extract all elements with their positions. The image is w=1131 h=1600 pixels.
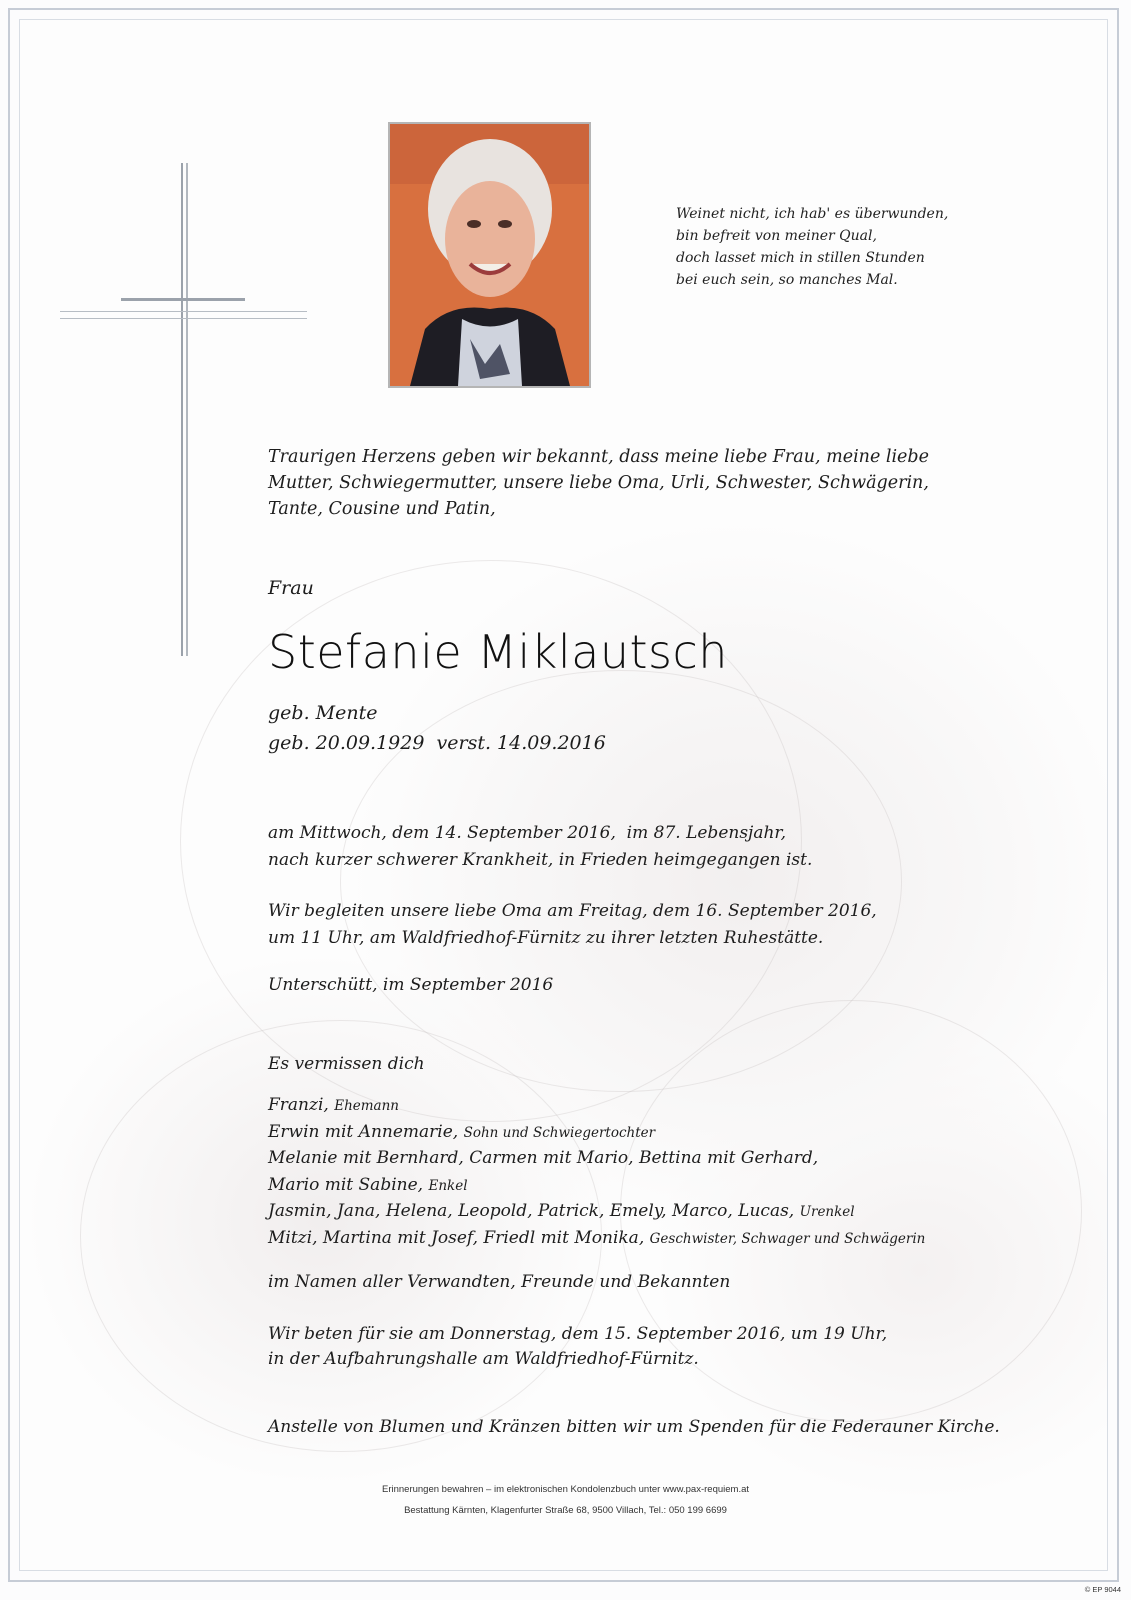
family-row (268, 1226, 1068, 1253)
intro-line: Traurigen Herzens geben wir bekannt, dass meine liebe Frau, meine liebe (268, 447, 929, 467)
family-names: Mitzi, Martina mit Josef, Friedl mit Monika, (268, 1227, 645, 1248)
portrait-photo (388, 122, 591, 388)
funeral-paragraph (268, 898, 1028, 952)
poem-line: bei euch sein, so manches Mal. (676, 272, 898, 288)
family-row (268, 1146, 1068, 1173)
family-row (268, 1093, 1068, 1120)
family-relation: Urenkel (799, 1204, 855, 1220)
family-names: Jasmin, Jana, Helena, Leopold, Patrick, Emely, Marco, Lucas, (268, 1201, 795, 1221)
footer-address: Bestattung Kärnten, Klagenfurter Straße 68, 9500 Villach, Tel.: 050 199 6699 (404, 1505, 727, 1516)
family-list (268, 1093, 1068, 1252)
family-names: Melanie mit Bernhard, Carmen mit Mario, Bettina mit Gerhard, (268, 1148, 819, 1168)
poem-line: bin befreit von meiner Qual, (676, 228, 877, 244)
document-code: © EP 9044 (1084, 1585, 1121, 1594)
intro-paragraph (268, 444, 1028, 522)
family-relation: Geschwister, Schwager und Schwägerin (649, 1230, 926, 1247)
birth-name: geb. Mente (268, 702, 378, 724)
family-relation: Sohn und Schwiegertochter (463, 1124, 656, 1141)
missed-by-heading: Es vermissen dich (268, 1054, 425, 1074)
donations-line: Anstelle von Blumen und Kränzen bitten wir um Spenden für die Federauner Kirche. (268, 1417, 1000, 1437)
family-row (268, 1199, 1068, 1226)
place-date: Unterschütt, im September 2016 (268, 975, 554, 995)
passing-paragraph (268, 820, 1028, 874)
cross-line (60, 318, 307, 319)
funeral-line: um 11 Uhr, am Waldfriedhof-Fürnitz zu ihrer letzten Ruhestätte. (268, 928, 824, 948)
family-row (268, 1173, 1068, 1200)
family-relation: Ehemann (334, 1098, 399, 1114)
footer-condolence-link: Erinnerungen bewahren – im elektronischen Kondolenzbuch unter www.pax-requiem.at (381, 1484, 750, 1495)
prayer-line: Wir beten für sie am Donnerstag, dem 15. September 2016, um 19 Uhr, (268, 1324, 888, 1344)
cross-icon (181, 163, 183, 656)
poem-line: doch lasset mich in stillen Stunden (676, 250, 925, 266)
family-names: Franzi, (268, 1095, 329, 1115)
poem-line: Weinet nicht, ich hab' es überwunden, (676, 206, 949, 222)
prayer-paragraph (268, 1322, 1028, 1372)
cross-line (60, 311, 307, 312)
intro-line: Tante, Cousine und Patin, (268, 499, 496, 519)
life-dates: geb. 20.09.1929 verst. 14.09.2016 (268, 732, 606, 754)
family-names: Mario mit Sabine, (268, 1174, 424, 1195)
family-names: Erwin mit Annemarie, (268, 1121, 459, 1142)
passing-line: am Mittwoch, dem 14. September 2016, im 87. Lebensjahr, (268, 823, 787, 843)
cross-crossbar (121, 298, 245, 301)
passing-line: nach kurzer schwerer Krankheit, in Frieden heimgegangen ist. (268, 850, 813, 870)
family-relation: Enkel (428, 1177, 468, 1194)
prayer-line: in der Aufbahrungshalle am Waldfriedhof-Fürnitz. (268, 1349, 699, 1369)
cross-icon-line (186, 163, 188, 656)
deceased-name: Stefanie Miklautsch (268, 625, 728, 679)
funeral-line: Wir begleiten unsere liebe Oma am Freitag, dem 16. September 2016, (268, 901, 877, 921)
salutation: Frau (268, 577, 314, 599)
on-behalf-line: im Namen aller Verwandten, Freunde und Bekannten (268, 1272, 731, 1292)
family-row (268, 1120, 1068, 1147)
poem (676, 203, 996, 291)
intro-line: Mutter, Schwiegermutter, unsere liebe Oma, Urli, Schwester, Schwägerin, (268, 473, 929, 493)
